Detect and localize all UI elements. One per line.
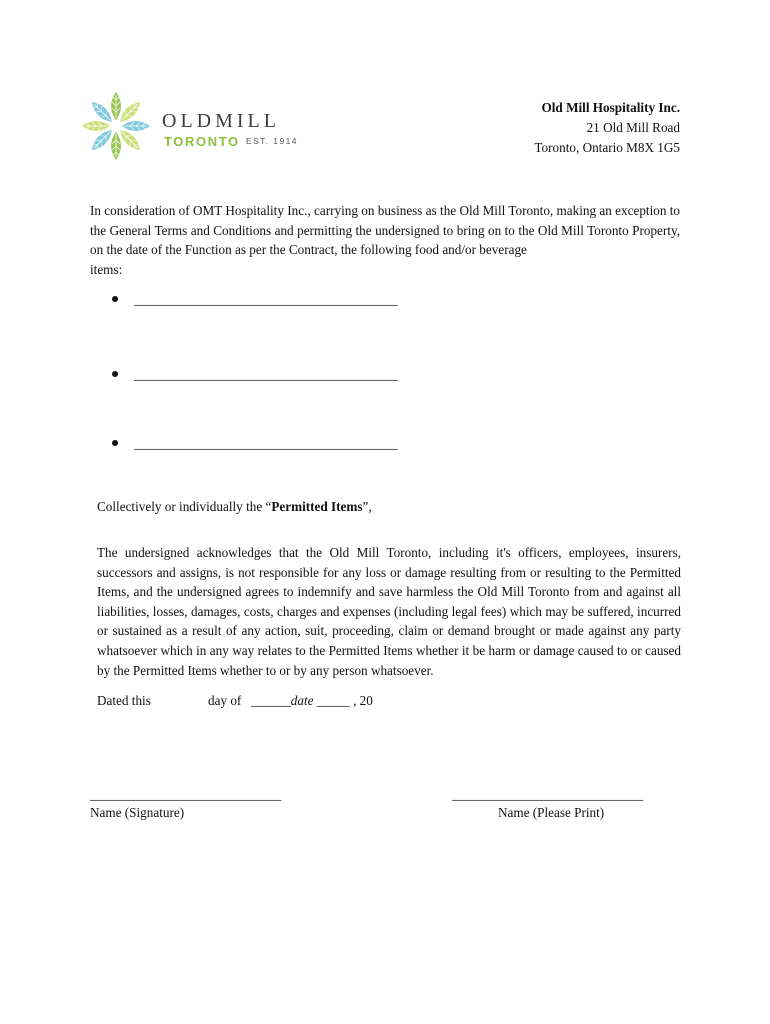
- date-blank-before: ______: [251, 693, 291, 708]
- address-street: 21 Old Mill Road: [586, 120, 680, 135]
- leaf-petal: [89, 127, 116, 154]
- permitted-items-term: Permitted Items: [271, 499, 363, 514]
- day-of-field[interactable]: [208, 693, 373, 709]
- bullet-icon: [112, 440, 118, 446]
- dated-label: Dated this: [97, 693, 151, 708]
- permitted-item-blank-3[interactable]: [112, 436, 398, 452]
- intro-last-line: items:: [90, 261, 123, 277]
- acknowledgement-paragraph: The undersigned acknowledges that the Old Mill Toronto, including it's officers, employees, insurers, successors and assigns, is not responsible for any loss or damage resulting from or resulting to the Permitted Items, and the undersigned agrees to indemnify and save harmless the Old Mill Toronto from and against all liabilities, losses, damages, costs, charges and expenses (including legal fees) which may be suffered, incurred or sustained as a result of any action, suit, proceeding, claim or demand brought or made against any party whatsoever which in any way relates to the Permitted Items whether it be harm or damage caused to or caused by the Permitted Items whether to or by any person whatsoever.: [97, 545, 681, 678]
- address-city: Toronto, Ontario M8X 1G5: [534, 140, 680, 155]
- intro-text: In consideration of OMT Hospitality Inc., carrying on business as the Old Mill Toronto, making an exception to the General Terms and Conditions and permitting the undersigned to bring on to the Old Mill Toronto Property, on the date of the Function as per the Contract, the following food and/or beverage: [90, 203, 680, 258]
- blank-line: ________________________________________: [134, 367, 398, 382]
- print-name-line[interactable]: _____________________________: [452, 787, 644, 802]
- day-of-label: day of: [208, 693, 242, 708]
- blank-line: ________________________________________: [134, 436, 398, 451]
- print-name-label: Name (Please Print): [498, 805, 605, 820]
- leaf-petal: [117, 99, 144, 126]
- permitted-items-definition: [97, 497, 682, 517]
- date-placeholder: date: [290, 693, 314, 708]
- bullet-icon: [112, 371, 118, 377]
- blank-line: ________________________________________: [134, 292, 398, 307]
- collective-prefix: Collectively or individually the “: [97, 499, 272, 514]
- leaf-burst-icon: [80, 90, 152, 162]
- leaf-petal: [89, 99, 116, 126]
- permitted-item-blank-2[interactable]: [112, 367, 398, 383]
- logo-wordmark: OLDMILL: [162, 110, 280, 132]
- leaf-petal: [117, 127, 144, 154]
- company-name: Old Mill Hospitality Inc.: [541, 100, 680, 115]
- leaf-petal: [122, 121, 150, 131]
- signature-line[interactable]: _____________________________: [90, 787, 282, 802]
- leaf-petal: [82, 121, 110, 131]
- collective-suffix: ”,: [362, 499, 372, 514]
- bullet-icon: [112, 296, 118, 302]
- permitted-item-blank-1[interactable]: [112, 292, 398, 308]
- date-blank-after: _____ , 20: [313, 693, 373, 708]
- signature-label: Name (Signature): [90, 805, 185, 820]
- company-address: [534, 98, 680, 158]
- logo-city: TORONTO: [164, 134, 240, 149]
- leaf-petal: [111, 132, 121, 160]
- logo-established: EST. 1914: [246, 136, 298, 146]
- intro-paragraph: [90, 201, 680, 279]
- leaf-petal: [111, 92, 121, 120]
- old-mill-logo: [80, 90, 300, 162]
